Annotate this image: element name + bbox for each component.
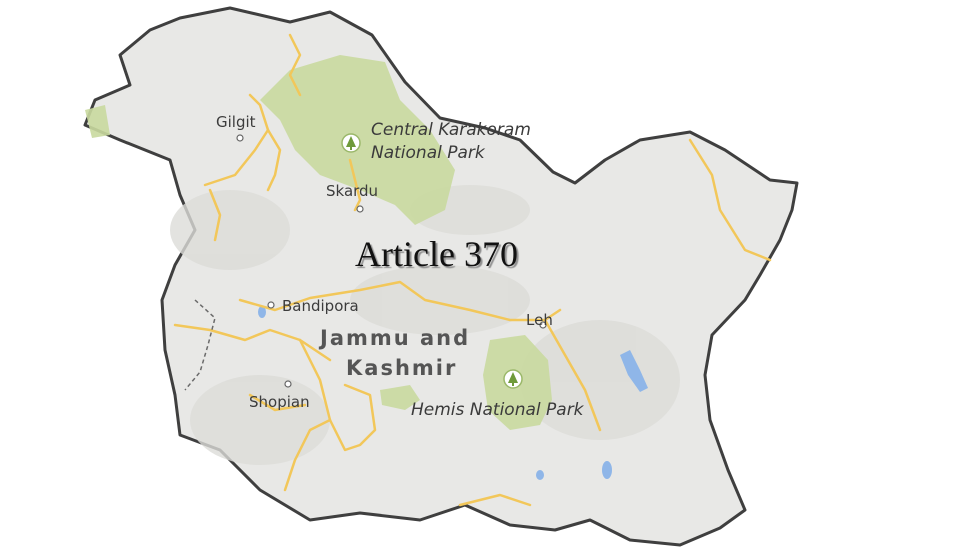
gilgit-marker: [237, 135, 243, 141]
hemis-label: Hemis National Park: [411, 400, 584, 420]
skardu-marker: [357, 206, 363, 212]
gilgit-label: Gilgit: [216, 113, 256, 131]
central-karakoram-line2: National Park: [371, 143, 485, 163]
bandipora-label: Bandipora: [282, 297, 359, 315]
hemis-tree-icon: [504, 370, 522, 388]
region-label: [320, 323, 470, 383]
shopian-marker: [285, 381, 291, 387]
skardu-label: Skardu: [326, 182, 379, 200]
headline-title: Article 370: [355, 234, 518, 274]
region-label-line1: Jammu and: [320, 326, 471, 350]
central-karakoram-tree-icon: [342, 134, 360, 152]
shopian-label: Shopian: [249, 393, 310, 411]
central-karakoram-line1: Central Karakoram: [371, 120, 531, 140]
region-label-line2: Kashmir: [346, 356, 458, 380]
central-karakoram-label: [371, 119, 531, 165]
leh-label: Leh: [526, 311, 553, 329]
bandipora-marker: [268, 302, 274, 308]
